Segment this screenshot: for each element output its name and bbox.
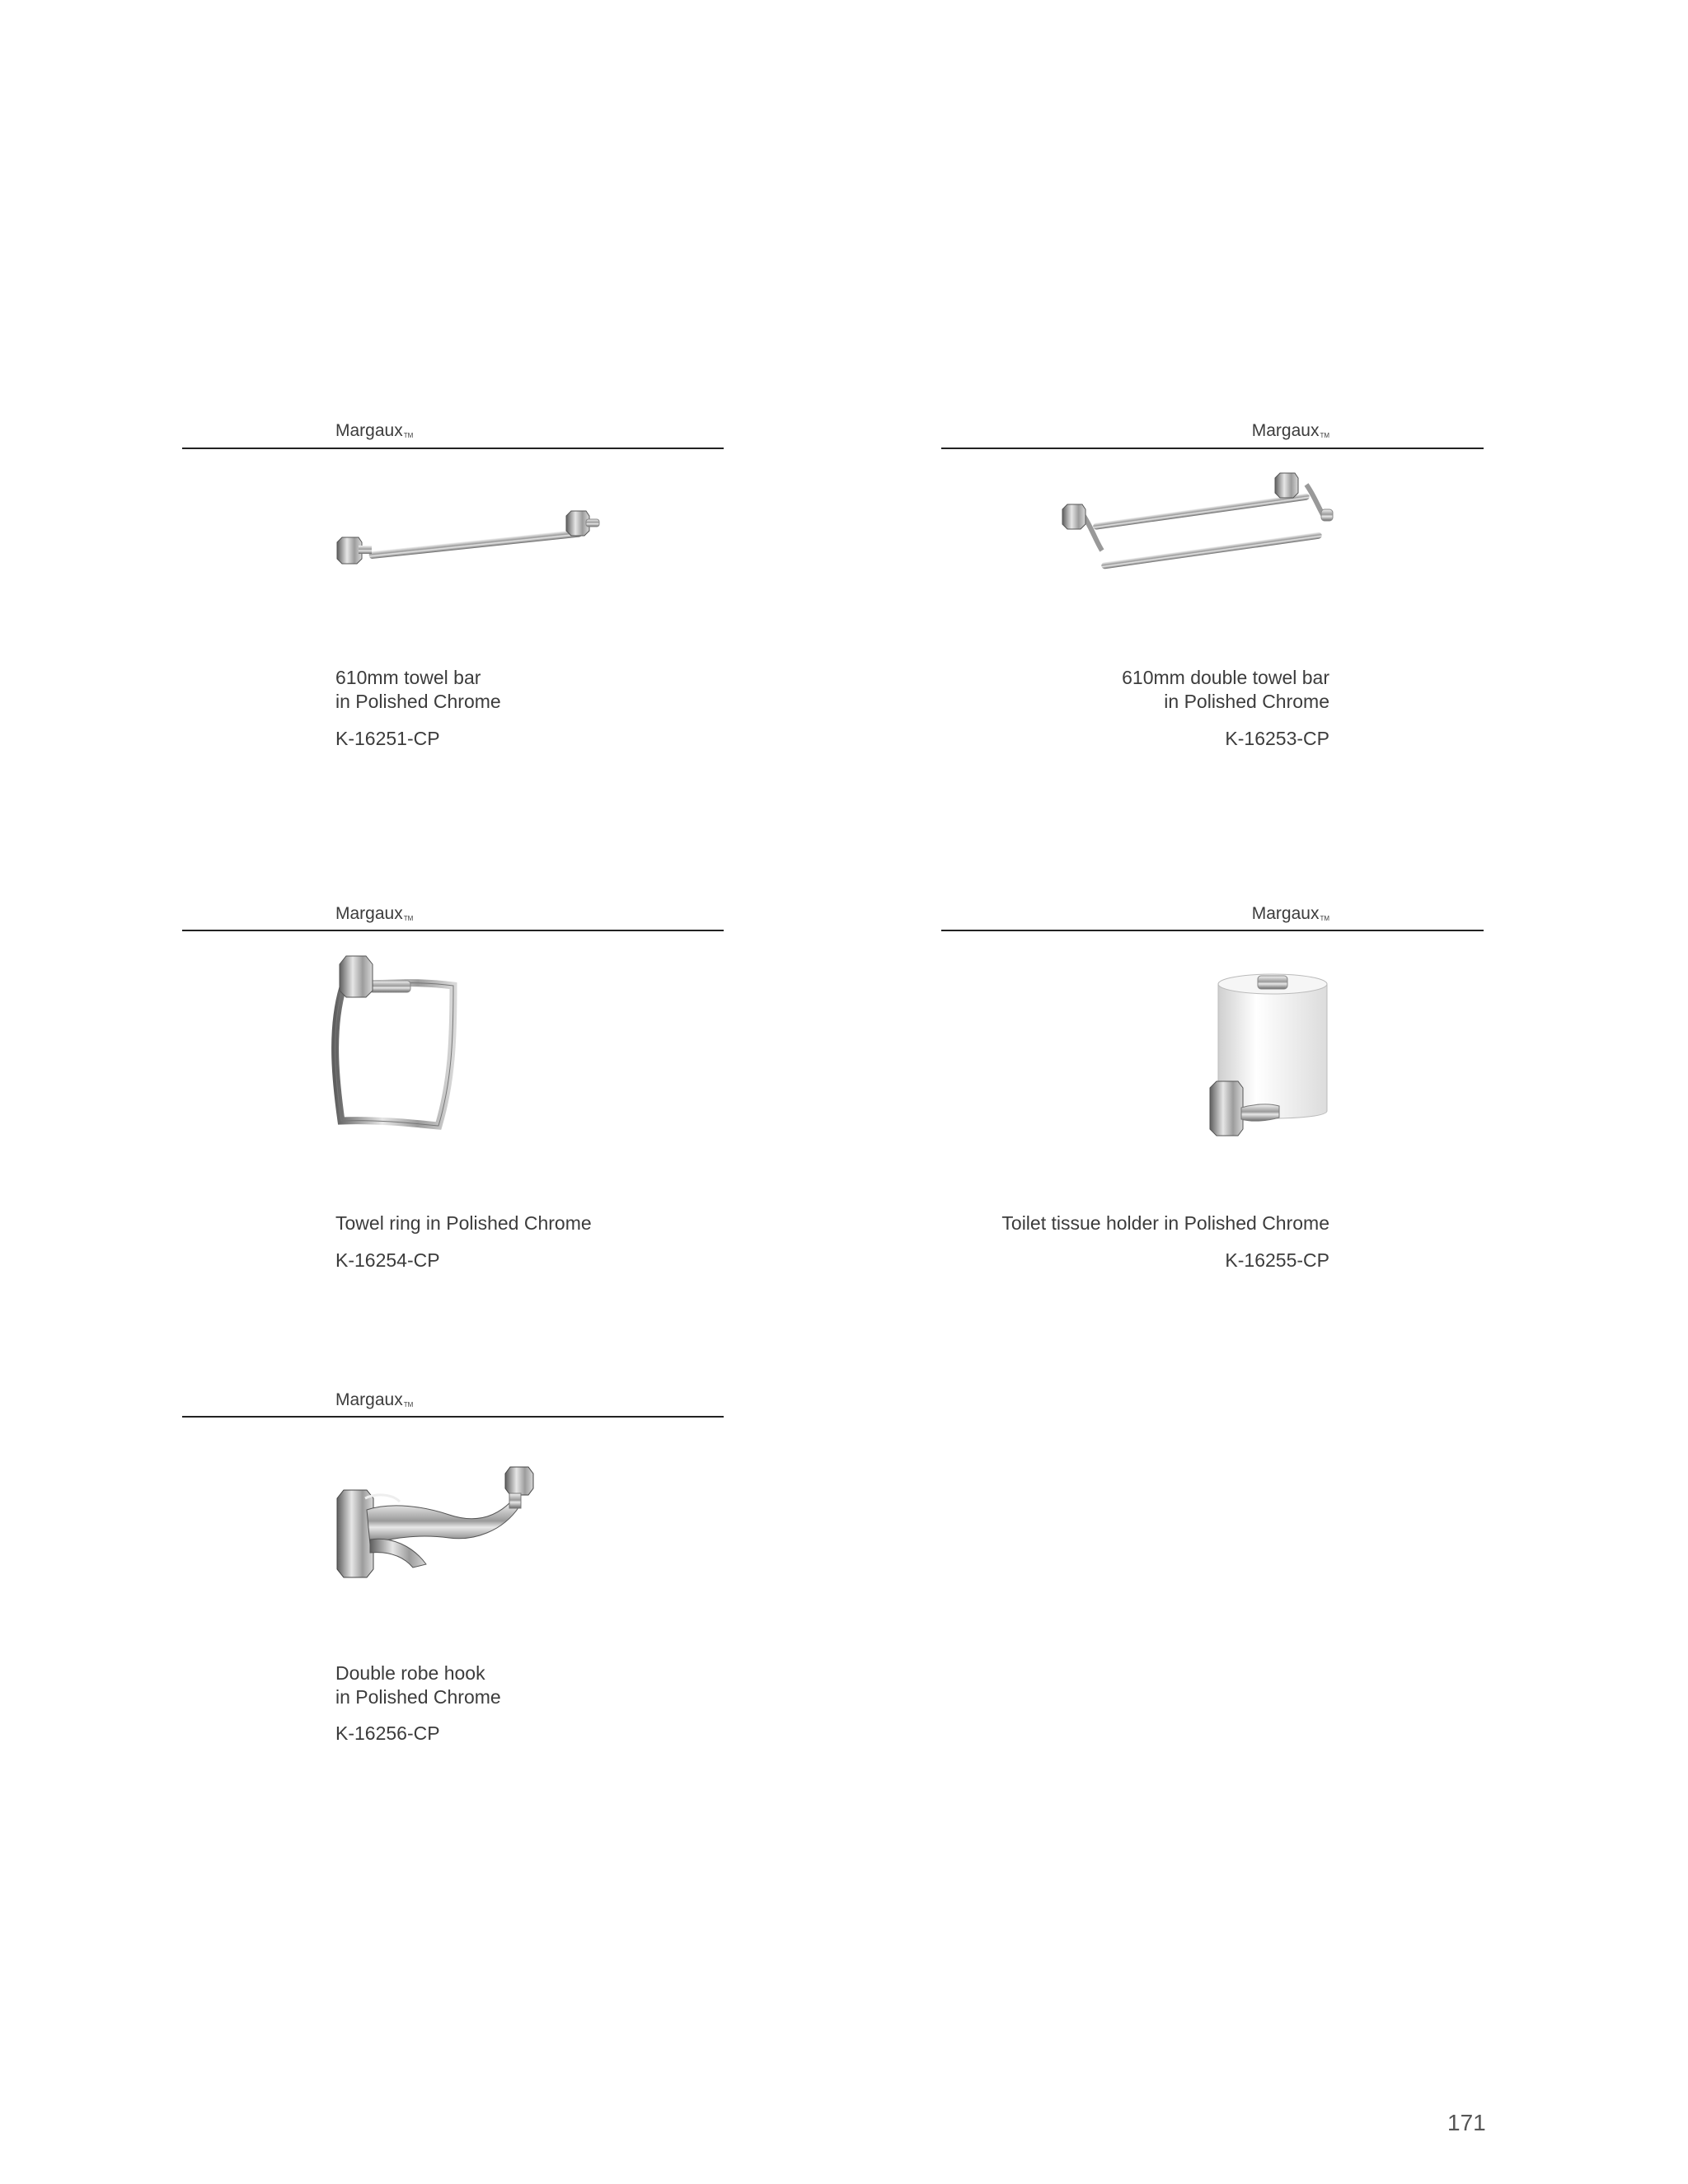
double-towel-bar-icon xyxy=(1059,471,1335,574)
product-description: Towel ring in Polished Chrome xyxy=(335,1212,592,1234)
series-label: Margaux™ xyxy=(1251,421,1329,440)
product-description: 610mm towel bar in Polished Chrome xyxy=(335,667,501,712)
section-rule xyxy=(182,448,724,449)
series-label: Margaux™ xyxy=(1251,904,1329,923)
series-label: Margaux™ xyxy=(335,1390,414,1409)
section-rule xyxy=(941,930,1484,931)
product-code: K-16253-CP xyxy=(1225,728,1329,749)
section-rule xyxy=(941,448,1484,449)
towel-bar-icon xyxy=(334,504,602,566)
tissue-holder-icon xyxy=(1203,966,1343,1139)
robe-hook-icon xyxy=(334,1460,540,1584)
product-code: K-16255-CP xyxy=(1225,1249,1329,1271)
product-description: Toilet tissue holder in Polished Chrome xyxy=(1001,1212,1329,1234)
series-label: Margaux™ xyxy=(335,421,414,440)
product-code: K-16256-CP xyxy=(335,1722,440,1744)
product-code: K-16254-CP xyxy=(335,1249,440,1271)
section-rule xyxy=(182,1416,724,1418)
towel-ring-icon xyxy=(330,949,462,1131)
series-label: Margaux™ xyxy=(335,904,414,923)
product-description: 610mm double towel bar in Polished Chrome xyxy=(1122,667,1329,712)
section-rule xyxy=(182,930,724,931)
product-code: K-16251-CP xyxy=(335,728,440,749)
page-number: 171 xyxy=(1447,2110,1486,2135)
product-description: Double robe hook in Polished Chrome xyxy=(335,1662,501,1708)
